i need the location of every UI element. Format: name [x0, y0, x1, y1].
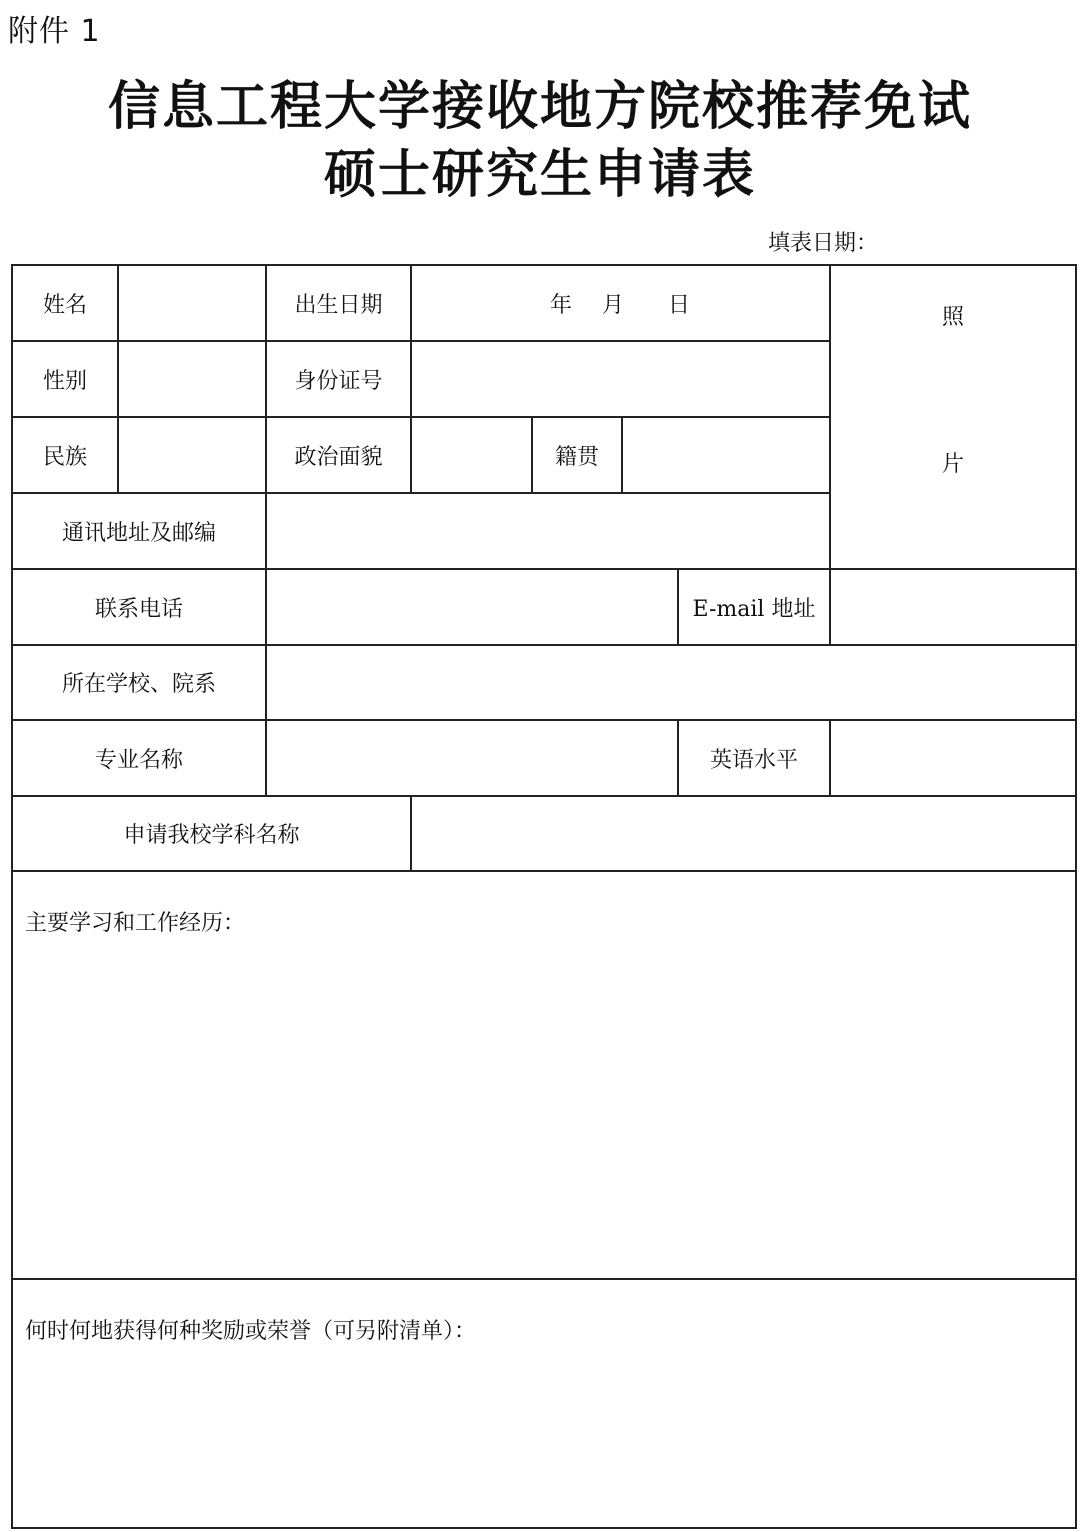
gender-field[interactable]: [119, 342, 265, 416]
birth-date-label: 出生日期: [294, 292, 383, 318]
table-border-right: [1075, 264, 1077, 1529]
political-status-label: 政治面貌: [294, 444, 383, 470]
page-title-line2: 硕士研究生申请表: [323, 144, 756, 205]
birth-date-field[interactable]: [412, 266, 829, 340]
major-field[interactable]: [267, 721, 677, 795]
ethnicity-field[interactable]: [119, 418, 265, 492]
address-label: 通讯地址及邮编: [61, 520, 216, 546]
attachment-label: 附件 1: [8, 14, 101, 49]
native-place-field[interactable]: [623, 418, 829, 492]
applied-discipline-field[interactable]: [412, 797, 1075, 870]
phone-field[interactable]: [267, 570, 677, 644]
awards-field[interactable]: [13, 1280, 1075, 1527]
english-level-field[interactable]: [831, 721, 1075, 795]
photo-label-top: 照: [941, 305, 964, 330]
phone-label: 联系电话: [94, 596, 183, 622]
school-field[interactable]: [267, 646, 1075, 719]
awards-label: 何时何地获得何种奖励或荣誉（可另附清单）：: [25, 1319, 477, 1344]
ethnicity-label: 民族: [42, 444, 87, 470]
id-number-label: 身份证号: [294, 368, 383, 394]
english-level-label: 英语水平: [709, 747, 798, 773]
experience-label: 主要学习和工作经历：: [25, 911, 246, 936]
address-field[interactable]: [267, 494, 829, 568]
photo-label-bottom: 片: [941, 452, 964, 477]
email-field[interactable]: [831, 570, 1075, 644]
experience-field[interactable]: [13, 872, 1075, 1278]
native-place-label: 籍贯: [554, 444, 599, 470]
table-border-bottom: [11, 1527, 1077, 1529]
email-label: E-mail 地址: [692, 596, 816, 622]
birth-month-label: 月: [602, 292, 625, 318]
name-label: 姓名: [42, 292, 87, 318]
gender-label: 性别: [42, 368, 87, 394]
birth-day-label: 日: [668, 292, 691, 318]
applied-discipline-label: 申请我校学科名称: [123, 823, 300, 848]
major-label: 专业名称: [94, 747, 183, 773]
birth-year-label: 年: [550, 292, 573, 318]
fill-date-label: 填表日期：: [768, 231, 879, 256]
school-label: 所在学校、院系: [61, 672, 216, 697]
page-title-line1: 信息工程大学接收地方院校推荐免试: [107, 76, 972, 137]
name-field[interactable]: [119, 266, 265, 340]
political-status-field[interactable]: [412, 418, 531, 492]
id-number-field[interactable]: [412, 342, 829, 416]
photo-area[interactable]: [831, 266, 1075, 568]
